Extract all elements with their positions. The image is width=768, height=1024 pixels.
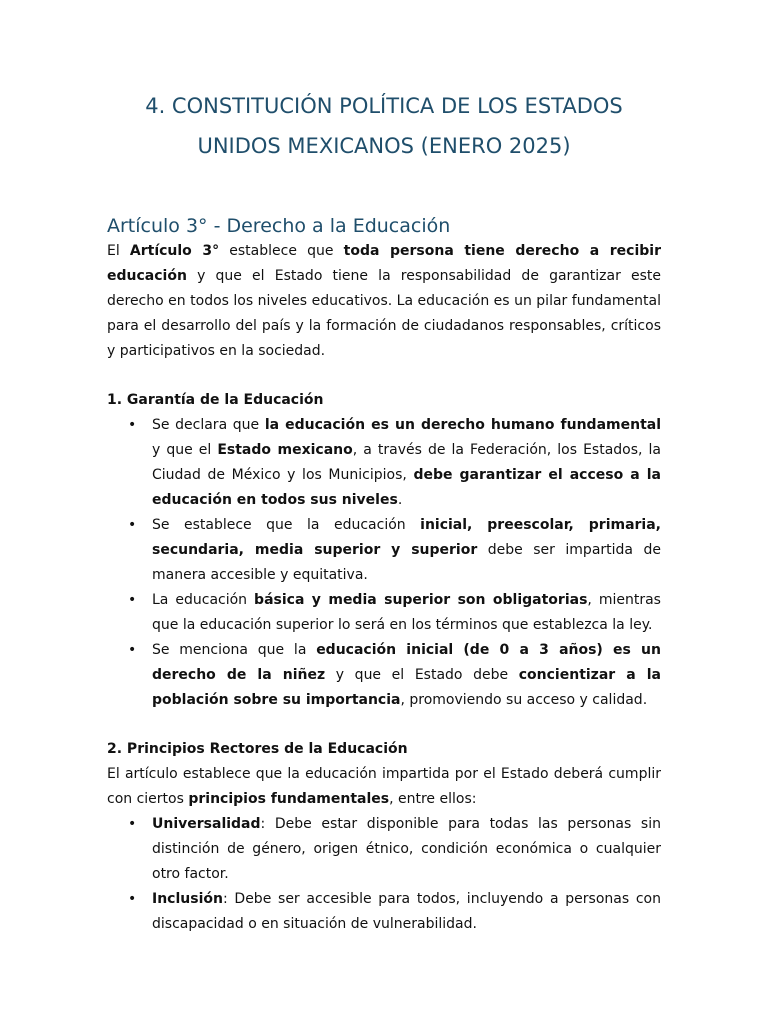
- document-title: [107, 86, 661, 166]
- list-item: [152, 812, 661, 887]
- article-heading: Artículo 3° - Derecho a la Educación: [107, 215, 451, 237]
- bold-run: básica y media superior son obligatorias: [254, 592, 588, 608]
- section-2-heading: 2. Principios Rectores de la Educación: [107, 741, 408, 757]
- text-run: El: [107, 243, 130, 259]
- text-run: , promoviendo su acceso y calidad.: [400, 692, 648, 708]
- text-run: El artículo establece que la educación impartida por el Estado deberá cumplir con ciertos: [107, 766, 661, 807]
- text-run: establece que: [219, 243, 344, 259]
- bold-run: principios fundamentales: [188, 791, 390, 807]
- text-run: : Debe ser accesible para todos, incluyendo a personas con discapacidad o en situación de vulnerabilidad.: [152, 891, 661, 932]
- text-run: : Debe estar disponible para todas las personas sin distinción de género, origen étnico, condición económica o cualquier otro factor.: [152, 816, 661, 882]
- bold-run: Estado mexicano: [217, 442, 353, 458]
- bold-run: toda persona tiene derecho a recibir educación: [107, 243, 662, 284]
- section-2-list: [107, 812, 661, 937]
- section-2-intro-paragraph: [107, 762, 661, 812]
- list-item: [152, 887, 661, 937]
- bold-run: Artículo 3°: [129, 243, 220, 259]
- text-run: , mientras que la educación superior lo será en los términos que establezca la ley.: [152, 592, 661, 633]
- bold-run: Inclusión: [152, 891, 223, 907]
- list-item: [152, 638, 661, 713]
- title-line-2: UNIDOS MEXICANOS (ENERO 2025): [197, 134, 571, 158]
- list-item: [152, 588, 661, 638]
- bold-run: concientizar a la población sobre su importancia: [152, 667, 661, 708]
- bold-run: debe garantizar el acceso a la educación en todos sus niveles: [152, 467, 661, 508]
- bold-run: la educación es un derecho humano fundamental: [264, 417, 662, 433]
- list-item: [152, 413, 661, 513]
- title-line-1: 4. CONSTITUCIÓN POLÍTICA DE LOS ESTADOS: [145, 94, 623, 118]
- text-run: , entre ellos:: [389, 791, 477, 807]
- text-run: Se establece que la educación: [152, 517, 421, 533]
- text-run: La educación: [152, 592, 255, 608]
- text-run: Se menciona que la: [152, 642, 317, 658]
- article-intro-paragraph: [107, 239, 661, 364]
- section-1-list: [107, 413, 661, 713]
- bold-run: educación inicial (de 0 a 3 años) es un derecho de la niñez: [152, 642, 661, 683]
- text-run: , a través de la Federación, los Estados, la Ciudad de México y los Municipios,: [152, 442, 662, 483]
- text-run: y que el: [152, 442, 218, 458]
- section-1-heading: 1. Garantía de la Educación: [107, 392, 324, 408]
- text-run: debe ser impartida de manera accesible y equitativa.: [152, 542, 661, 583]
- bold-run: inicial, preescolar, primaria, secundaria, media superior y superior: [152, 517, 661, 558]
- text-run: Se declara que: [152, 417, 265, 433]
- list-item: [152, 513, 661, 588]
- text-run: y que el Estado tiene la responsabilidad de garantizar este derecho en todos los niveles educativos. La educación es un pilar fundamental para el desarrollo del país y la formación de ciudadanos responsables, críticos y participativos en la sociedad.: [107, 268, 661, 359]
- text-run: y que el Estado debe: [325, 667, 519, 683]
- text-run: .: [397, 492, 403, 508]
- bold-run: Universalidad: [152, 816, 261, 832]
